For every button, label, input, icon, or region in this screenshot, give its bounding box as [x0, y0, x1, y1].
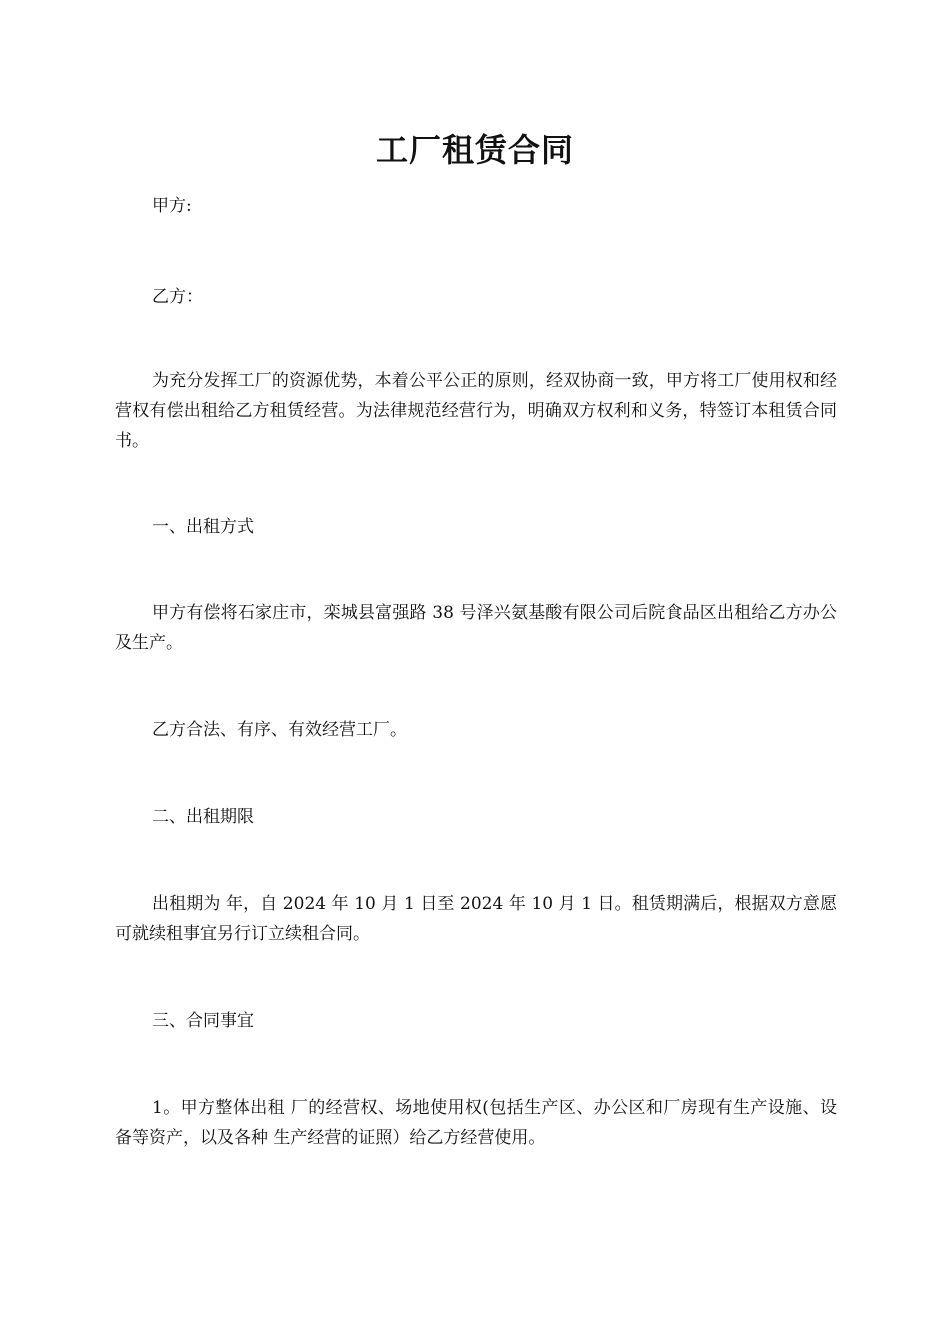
section1-paragraph-1: 甲方有偿将石家庄市，栾城县富强路 38 号泽兴氨基酸有限公司后院食品区出租给乙方办公及生产。	[115, 603, 837, 653]
document-title: 工厂租赁合同	[375, 131, 574, 169]
section3-item-1: 1。甲方整体出租 厂的经营权、场地使用权(包括生产区、办公区和厂房现有生产设施、设备等资产，以及各种 生产经营的证照）给乙方经营使用。	[115, 1098, 837, 1148]
section1-paragraph-2: 乙方合法、有序、有效经营工厂。	[152, 720, 407, 740]
section-heading-rental-term: 二、出租期限	[152, 807, 254, 827]
party-a-label: 甲方:	[152, 196, 192, 216]
party-b-label: 乙方：	[152, 287, 203, 307]
section-heading-rental-method: 一、出租方式	[152, 517, 254, 537]
section-heading-contract-matters: 三、合同事宜	[152, 1011, 254, 1031]
intro-paragraph: 为充分发挥工厂的资源优势，本着公平公正的原则，经双协商一致，甲方将工厂使用权和经营权有偿出租给乙方租赁经营。为法律规范经营行为，明确双方权利和义务，特签订本租赁合同书。	[115, 371, 837, 451]
section2-paragraph-1: 出租期为 年，自 2024 年 10 月 1 日至 2024 年 10 月 1 日。租赁期满后，根据双方意愿可就续租事宜另行订立续租合同。	[115, 894, 837, 944]
